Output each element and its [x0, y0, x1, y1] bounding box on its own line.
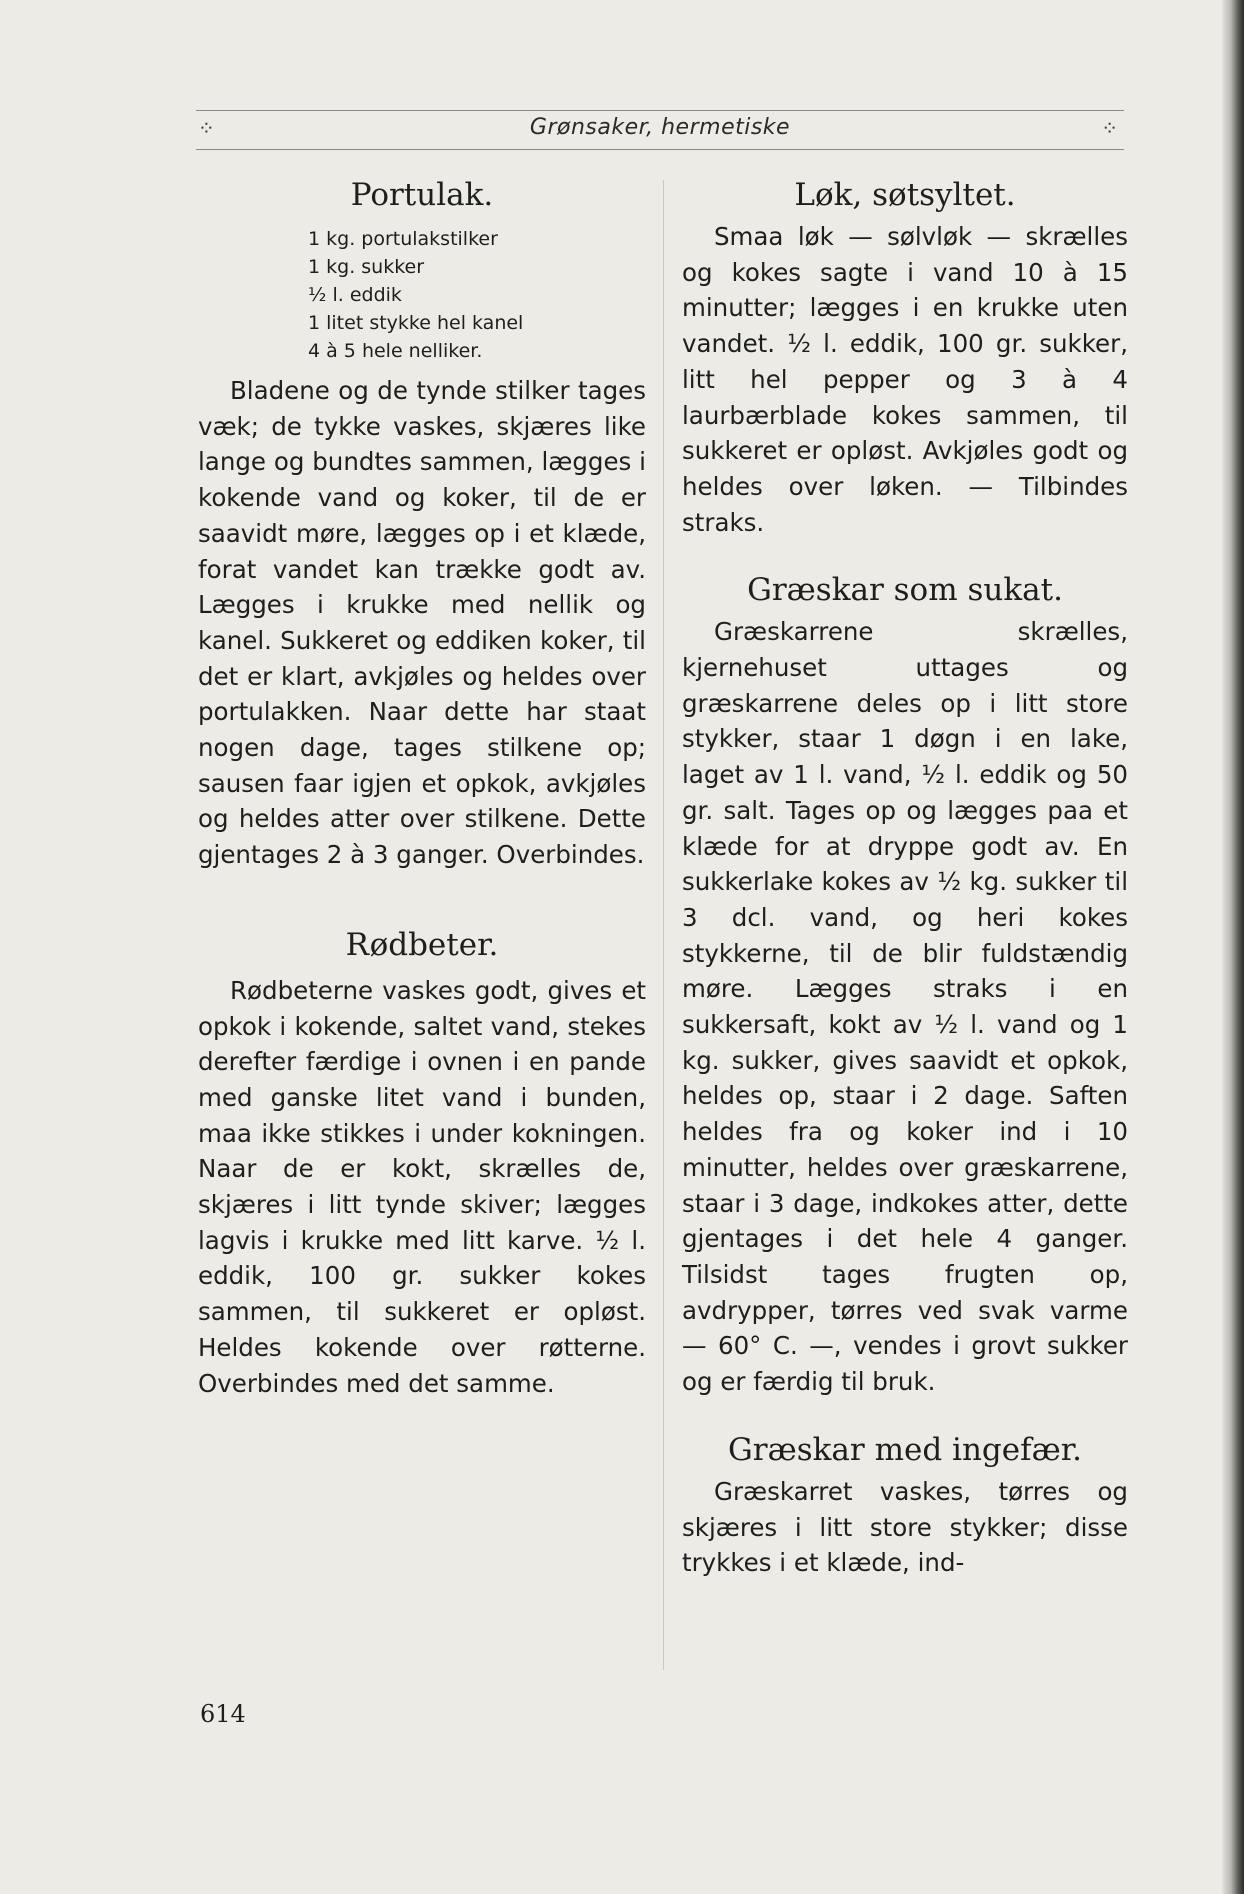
recipe-graeskar-ingefaer	[682, 1430, 1128, 1581]
ingredient-item: 1 litet stykke hel kanel	[308, 312, 524, 334]
left-column	[198, 175, 646, 1401]
ingredient-list	[308, 225, 646, 365]
recipe-rodbeter	[198, 925, 646, 1401]
ingredient-item: 4 à 5 hele nelliker.	[308, 340, 483, 362]
recipe-text: Rødbeterne vaskes godt, gives et opkok i kokende, saltet vand, stekes derefter færdige i ovnen i en pande med ganske litet vand i bunden, maa ikke stikkes i under kokningen. Naar de er kokt, skrælles de, skjæres i litt tynde skiver; lægges lagvis i krukke med litt karve. ½ l. eddik, 100 gr. sukker kokes sammen, til sukkeret er opløst. Heldes kokende over røtterne. Overbindes med det samme.	[198, 975, 646, 1398]
ornament-left-icon: ⁘	[198, 116, 215, 140]
recipe-text: Bladene og de tynde stilker tages væk; de tykke vaskes, skjæres like lange og bundtes sammen, lægges i kokende vand og koker, til de er saavidt møre, lægges op i et klæde, forat vandet kan trække godt av. Lægges i krukke med nellik og kanel. Sukkeret og eddiken koker, til det er klart, avkjøles og heldes over portulakken. Naar dette har staat nogen dage, tages stilkene op; sausen faar igjen et opkok, avkjøles og heldes atter over stilkene. Dette gjentages 2 à 3 ganger. Overbindes.	[198, 376, 646, 870]
recipe-title: Græskar med ingefær.	[728, 1431, 1082, 1468]
recipe-title: Løk, søtsyltet.	[794, 177, 1016, 213]
recipe-lok-sotsyltet	[682, 175, 1128, 540]
recipe-graeskar-sukat	[682, 570, 1128, 1399]
running-header	[196, 110, 1124, 150]
column-divider	[663, 180, 664, 1670]
ingredient-item: 1 kg. sukker	[308, 256, 425, 278]
ornament-right-icon: ⁘	[1101, 116, 1118, 140]
recipe-text: Græskarret vaskes, tørres og skjæres i litt store stykker; disse trykkes i et klæde, ind-	[682, 1476, 1128, 1578]
running-title: Grønsaker, hermetiske	[529, 115, 791, 140]
right-column	[682, 175, 1128, 1581]
page-number: 614	[200, 1700, 246, 1728]
recipe-title: Rødbeter.	[345, 926, 499, 963]
ingredient-item: 1 kg. portulakstilker	[308, 228, 498, 250]
ingredient-item: ½ l. eddik	[308, 284, 402, 306]
recipe-text: Græskarrene skrælles, kjernehuset uttages og græskarrene deles op i litt store stykker, staar 1 døgn i en lake, laget av 1 l. vand, ½ l. eddik og 50 gr. salt. Tages op og lægges paa et klæde for at dryppe godt av. En sukkerlake kokes av ½ kg. sukker til 3 dcl. vand, og heri kokes stykkerne, til de blir fuldstændig møre. Lægges straks i en sukkersaft, kokt av ½ l. vand og 1 kg. sukker, gives saavidt et opkok, heldes op, staar i 2 dage. Saften heldes fra og koker ind i 10 minutter, heldes over græskarrene, staar i 3 dage, indkokes atter, dette gjentages i det hele 4 ganger. Tilsidst tages frugten op, avdrypper, tørres ved svak varme — 60° C. —, vendes i grovt sukker og er færdig til bruk.	[682, 617, 1128, 1397]
recipe-portulak	[198, 175, 646, 873]
recipe-title: Græskar som sukat.	[747, 572, 1063, 609]
page-edge-shadow	[1222, 0, 1244, 1894]
recipe-text: Smaa løk — sølvløk — skrælles og kokes sagte i vand 10 à 15 minutter; lægges i en krukke uten vandet. ½ l. eddik, 100 gr. sukker, litt hel pepper og 3 à 4 laurbærblade kokes sammen, til sukkeret er opløst. Avkjøles godt og heldes over løken. — Tilbindes straks.	[682, 222, 1128, 537]
recipe-title: Portulak.	[350, 177, 494, 213]
